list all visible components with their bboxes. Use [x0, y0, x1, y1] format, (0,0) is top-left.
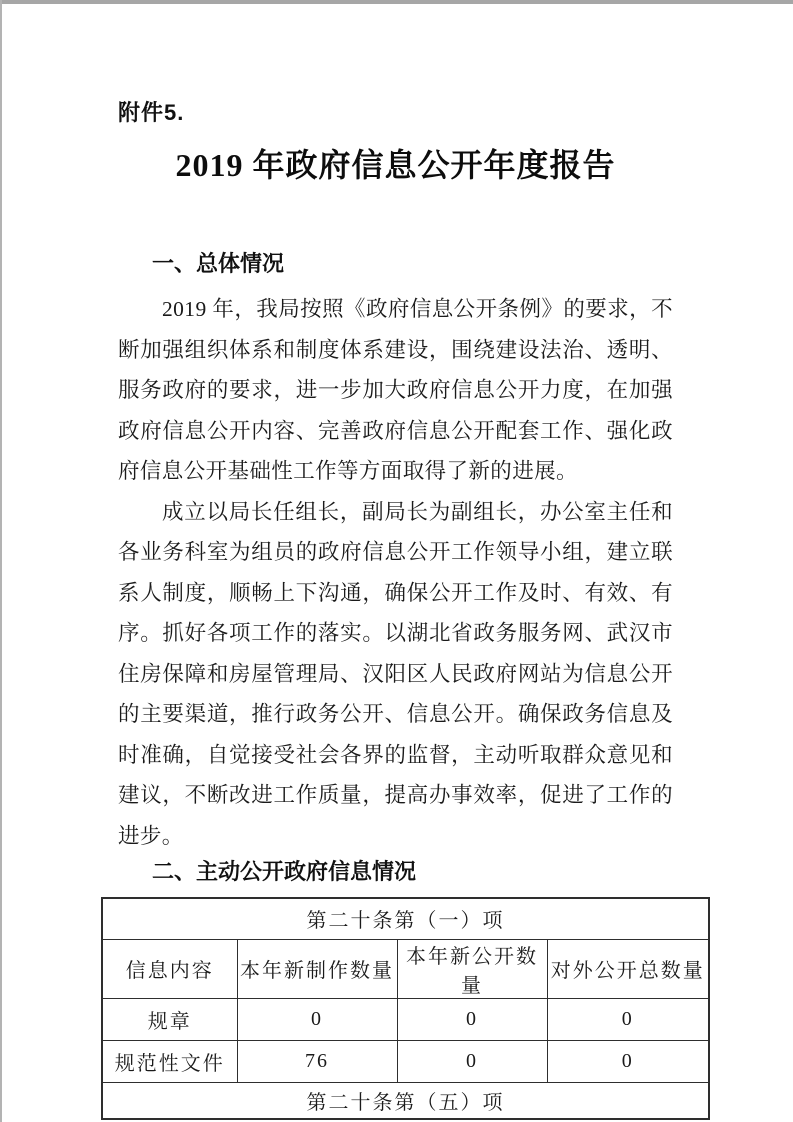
row-label-normative-documents: 规范性文件 [102, 1040, 237, 1082]
body-paragraph: 成立以局长任组长，副局长为副组长，办公室主任和各业务科室为组员的政府信息公开工作领导小组，建立联系人制度，顺畅上下沟通，确保公开工作及时、有效、有序。抓好各项工作的落实。以湖北省政务服务网、武汉市住房保障和房屋管理局、汉阳区人民政府网站为信息公开的主要渠道，推行政务公开、信息公开。确保政务信息及时准确，自觉接受社会各界的监督，主动听取群众意见和建议，不断改进工作质量，提高办事效率，促进了工作的进步。 [118, 499, 673, 848]
table-header-row [102, 939, 709, 998]
column-header-total-disclosed: 对外公开总数量 [547, 939, 709, 998]
table-row [102, 1040, 709, 1082]
section-heading-proactive-disclosure: 二、主动公开政府信息情况 [152, 859, 417, 884]
page-title: 2019 年政府信息公开年度报告 [175, 147, 616, 183]
cell-value: 0 [397, 1040, 547, 1082]
column-header-new-disclosed: 本年新公开数量 [397, 939, 547, 998]
cell-value: 0 [397, 998, 547, 1040]
column-header-new-produced: 本年新制作数量 [237, 939, 397, 998]
cell-value: 0 [547, 1040, 709, 1082]
table-caption-article-20-1: 第二十条第（一）项 [102, 898, 709, 939]
column-header-info-content: 信息内容 [102, 939, 237, 998]
row-label-regulations: 规章 [102, 998, 237, 1040]
attachment-label: 附件5. [118, 100, 185, 125]
body-paragraph: 2019 年，我局按照《政府信息公开条例》的要求，不断加强组织体系和制度体系建设，围绕建设法治、透明、服务政府的要求，进一步加大政府信息公开力度，在加强政府信息公开内容、完善政府信息公开配套工作、强化政府信息公开基础性工作等方面取得了新的进展。 [118, 297, 673, 483]
disclosure-table [101, 897, 710, 1120]
table-caption-row [102, 898, 709, 939]
table-row [102, 998, 709, 1040]
table-caption-article-20-5: 第二十条第（五）项 [102, 1082, 709, 1119]
section-heading-overview: 一、总体情况 [152, 251, 285, 276]
cell-value: 0 [237, 998, 397, 1040]
cell-value: 76 [237, 1040, 397, 1082]
table-caption-row [102, 1082, 709, 1119]
cell-value: 0 [547, 998, 709, 1040]
